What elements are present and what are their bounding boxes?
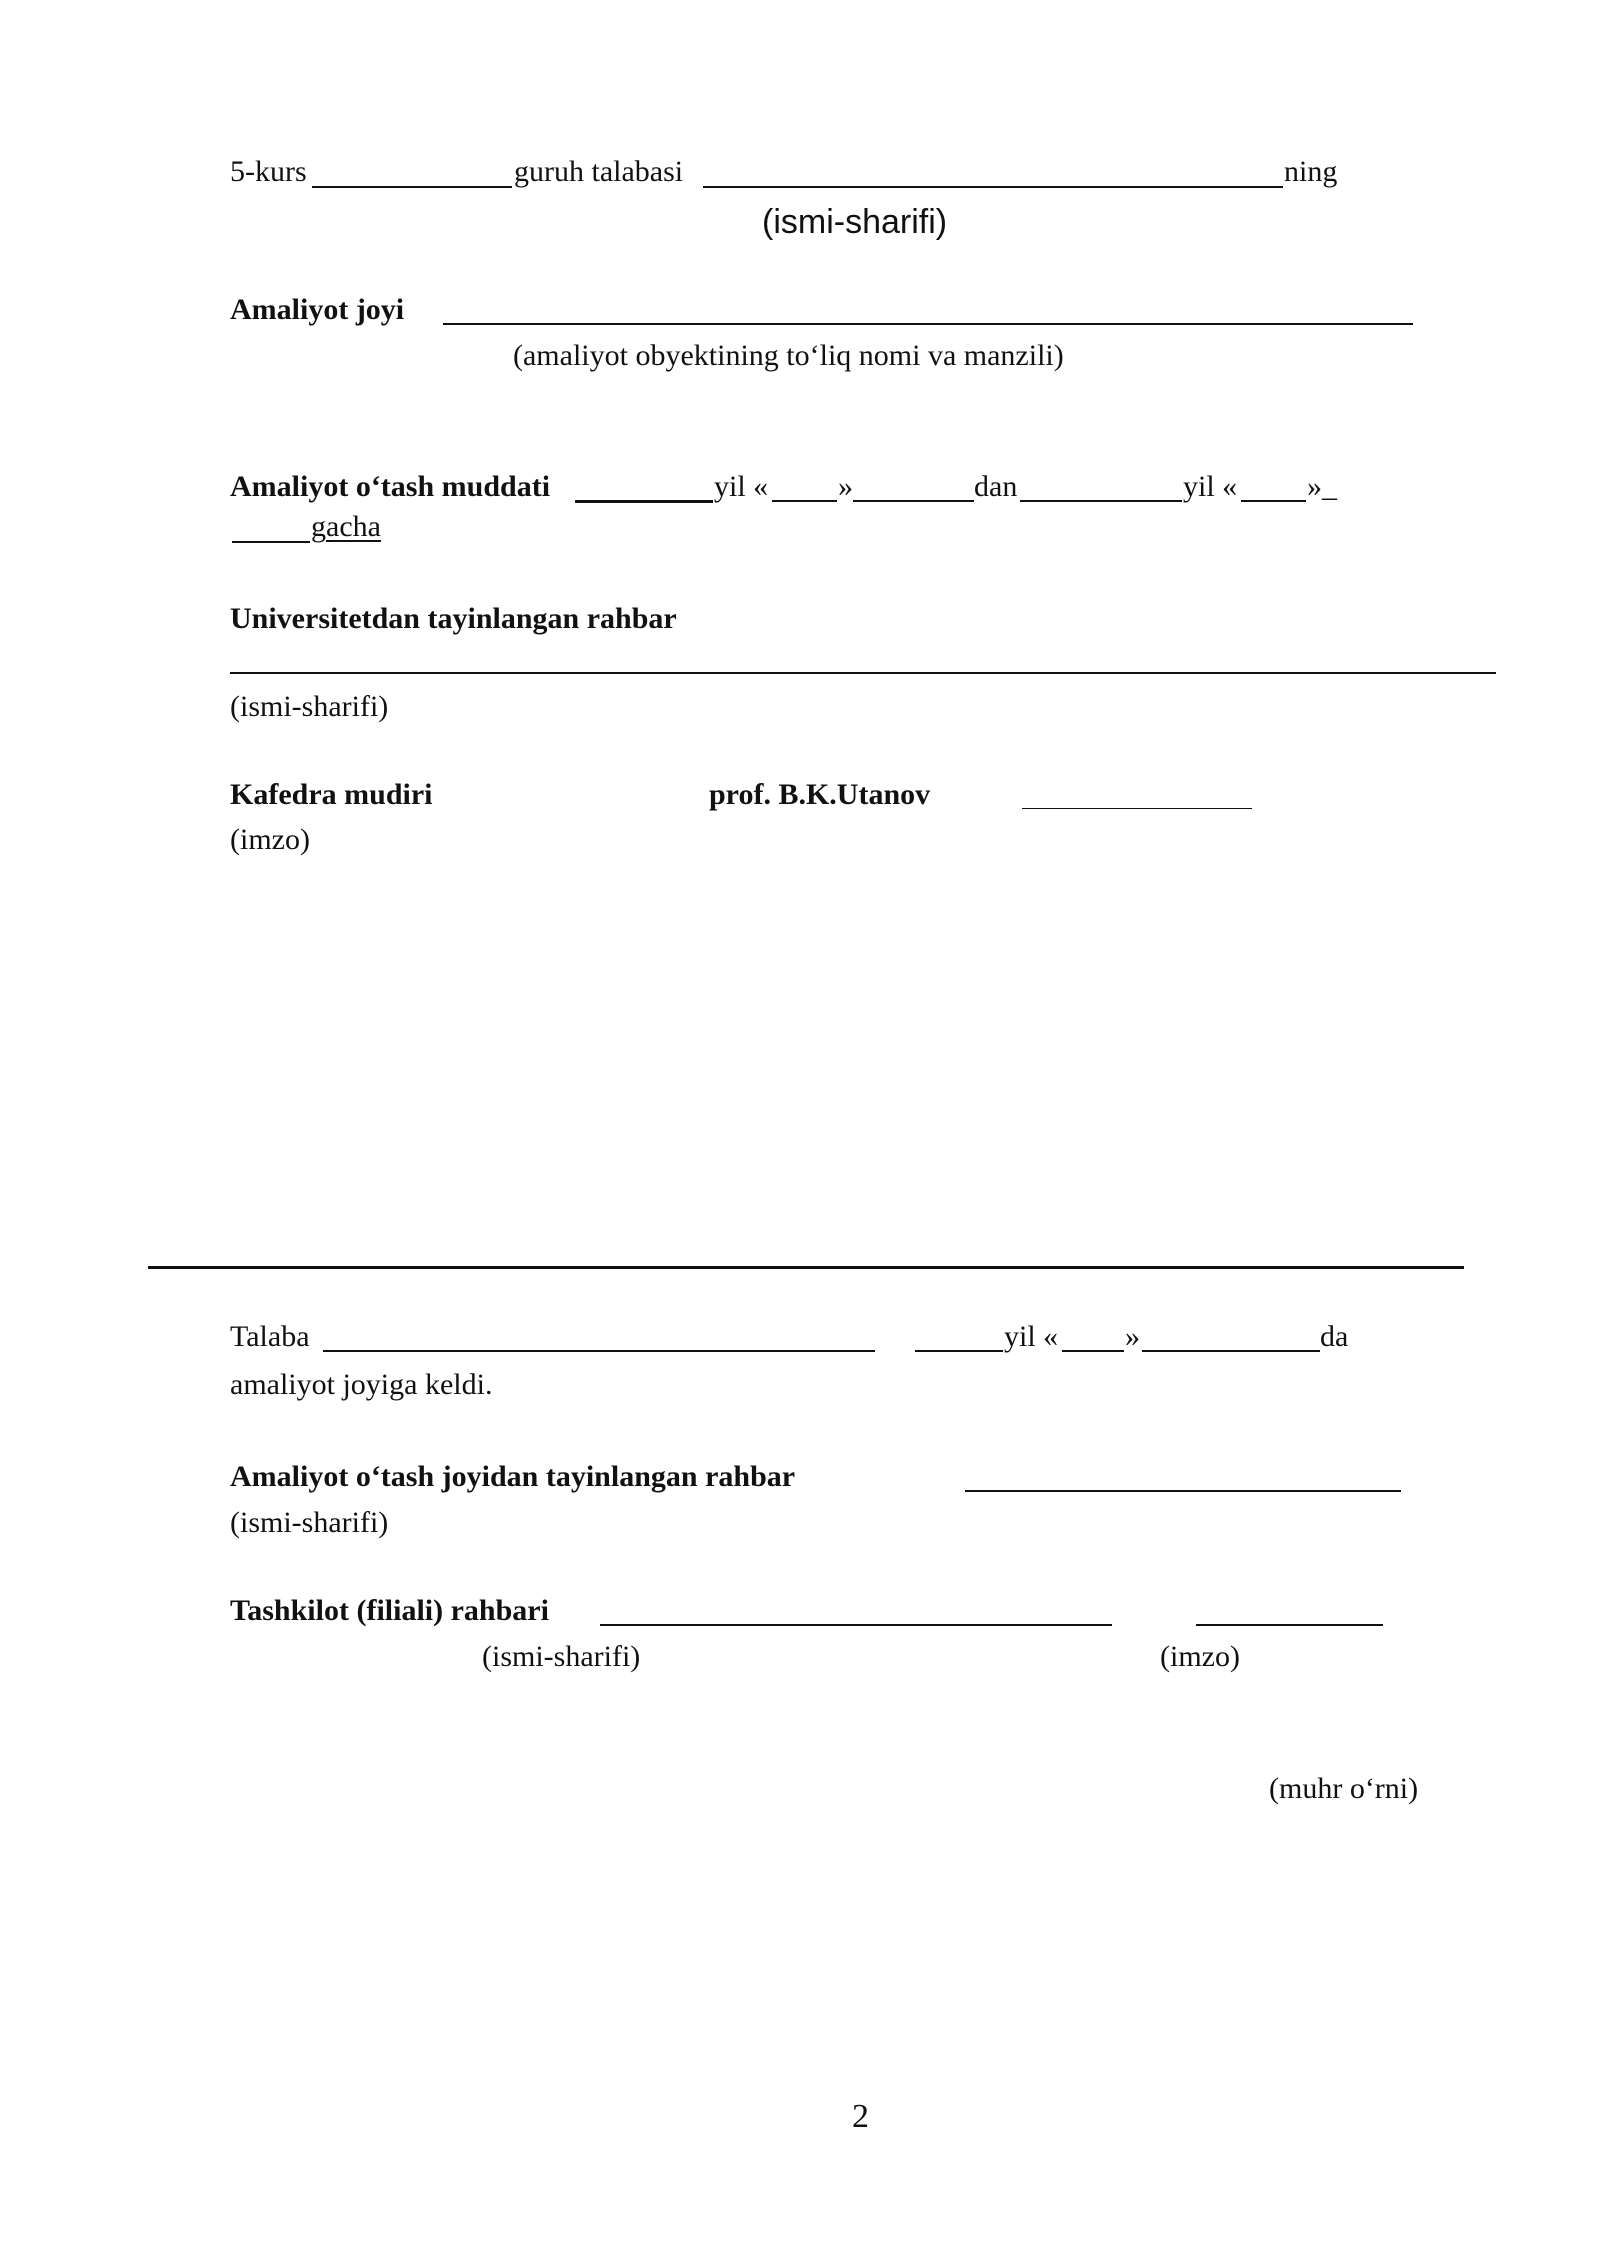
group-blank[interactable] <box>312 186 512 188</box>
muddat-day-blank-2[interactable] <box>1241 500 1306 502</box>
talaba-label: Talaba <box>230 1320 310 1353</box>
talaba-name-blank[interactable] <box>323 1350 875 1352</box>
tashkilot-signature-blank[interactable] <box>1196 1624 1383 1626</box>
kafedra-signature-blank[interactable] <box>1022 808 1252 809</box>
student-name-caption: (ismi-sharifi) <box>762 203 948 241</box>
student-name-blank[interactable] <box>703 186 1283 188</box>
muddat-close-2: »_ <box>1307 470 1337 503</box>
tashkilot-rahbari-label: Tashkilot (filiali) rahbari <box>230 1594 549 1627</box>
talaba-da: da <box>1320 1320 1349 1353</box>
joy-rahbar-label: Amaliyot o‘tash joyidan tayinlangan rahbar <box>230 1460 796 1493</box>
kafedra-imzo-caption: (imzo) <box>230 823 310 856</box>
muddat-month-blank-2[interactable] <box>232 541 310 543</box>
muddat-dan: dan <box>974 470 1018 503</box>
page-number: 2 <box>852 2098 869 2135</box>
talaba-year-blank[interactable] <box>915 1350 1003 1352</box>
tashkilot-imzo-caption: (imzo) <box>1160 1640 1240 1673</box>
tashkilot-ismi-caption: (ismi-sharifi) <box>482 1640 641 1673</box>
muddat-day-blank-1[interactable] <box>772 500 837 502</box>
muddat-year-blank-1[interactable] <box>575 500 713 503</box>
kafedra-mudiri-name: prof. B.K.Utanov <box>709 778 931 811</box>
kurs-label: 5-kurs <box>230 155 307 188</box>
muddat-month-blank-1[interactable] <box>853 500 974 502</box>
talaba-close: » <box>1125 1320 1140 1353</box>
talaba-yil: yil « <box>1004 1320 1059 1353</box>
muddat-gacha: gacha <box>311 510 381 543</box>
amaliyot-joyi-blank[interactable] <box>443 323 1413 325</box>
talaba-keldi: amaliyot joyiga keldi. <box>230 1368 493 1401</box>
kafedra-mudiri-label: Kafedra mudiri <box>230 778 433 811</box>
joy-rahbar-blank[interactable] <box>965 1490 1401 1492</box>
guruh-label: guruh talabasi <box>514 155 684 188</box>
tashkilot-name-blank[interactable] <box>600 1624 1112 1626</box>
amaliyot-joyi-caption: (amaliyot obyektining to‘liq nomi va manzili) <box>513 339 1064 372</box>
univ-rahbar-caption: (ismi-sharifi) <box>230 690 389 723</box>
muddat-close-1: » <box>838 470 853 503</box>
muddat-yil-1: yil « <box>714 470 769 503</box>
muhr-caption: (muhr o‘rni) <box>1269 1772 1419 1805</box>
muddat-year-blank-2[interactable] <box>1020 500 1182 502</box>
talaba-day-blank[interactable] <box>1062 1350 1124 1352</box>
talaba-month-blank[interactable] <box>1142 1350 1320 1352</box>
muddat-label: Amaliyot o‘tash muddati <box>230 470 551 503</box>
univ-rahbar-blank[interactable] <box>230 672 1496 674</box>
amaliyot-joyi-label: Amaliyot joyi <box>230 293 405 326</box>
univ-rahbar-label: Universitetdan tayinlangan rahbar <box>230 602 677 635</box>
joy-rahbar-caption: (ismi-sharifi) <box>230 1506 389 1539</box>
muddat-yil-2: yil « <box>1183 470 1238 503</box>
section-divider <box>148 1266 1464 1269</box>
ning-suffix: ning <box>1284 155 1338 188</box>
